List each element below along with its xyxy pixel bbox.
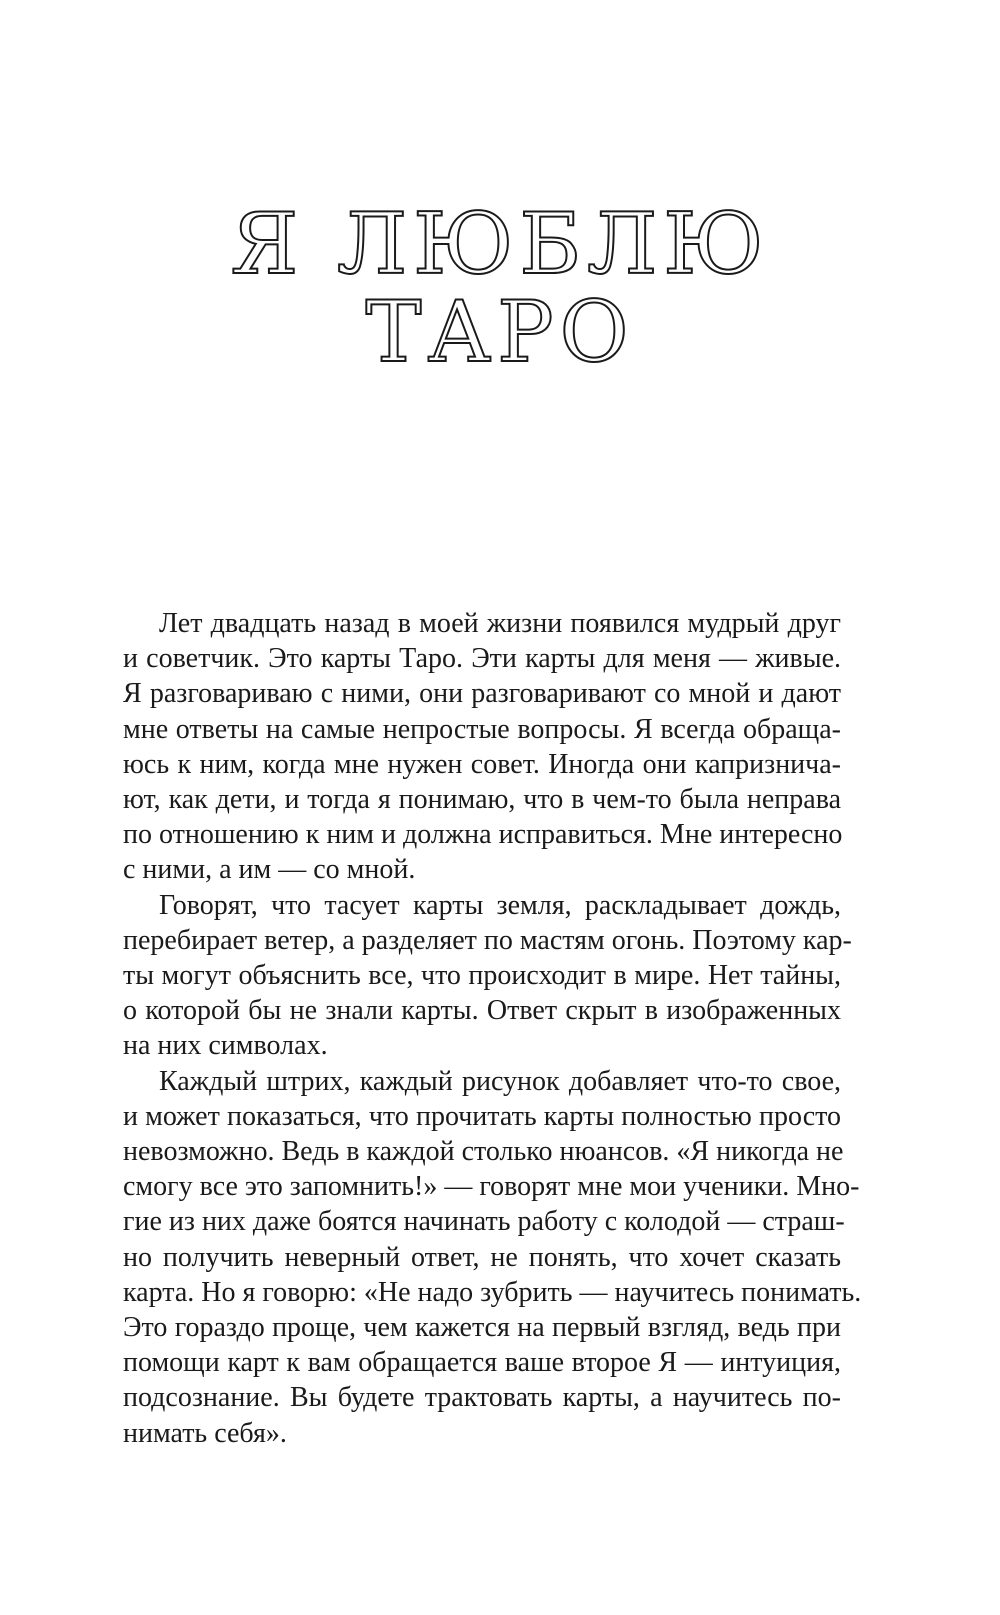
text-line: и может показаться, что прочитать карты полностью просто <box>123 1100 841 1132</box>
text-line: по отношению к ним и должна исправиться. Мне интересно <box>123 819 843 851</box>
text-line: перебирает ветер, а разделяет по мастям огонь. Поэтому кар- <box>123 924 852 956</box>
text-line: Каждый штрих, каждый рисунок добавляет что-то свое, <box>159 1065 841 1097</box>
text-line: о которой бы не знали карты. Ответ скрыт в изображенных <box>123 995 841 1027</box>
chapter-title <box>0 195 1000 381</box>
text-line: Лет двадцать назад в моей жизни появился мудрый друг <box>159 608 841 639</box>
text-line: нимать себя». <box>123 1417 287 1449</box>
text-line: невозможно. Ведь в каждой столько нюансов. «Я никогда не <box>123 1136 844 1168</box>
text-line: гие из них даже боятся начинать работу с колодой — страш- <box>123 1206 845 1238</box>
text-line: но получить неверный ответ, не понять, что хочет сказать <box>123 1241 841 1273</box>
text-line: мне ответы на самые непростые вопросы. Я всегда обраща- <box>123 713 841 745</box>
chapter-title-line-2: ТАРО <box>365 283 635 381</box>
text-line: Это гораздо проще, чем кажется на первый взгляд, ведь при <box>123 1312 841 1344</box>
text-line: Говорят, что тасует карты земля, раскладывает дождь, <box>159 889 841 921</box>
text-line: помощи карт к вам обращается ваше второе Я — интуиция, <box>123 1347 841 1379</box>
text-line: подсознание. Вы будете трактовать карты, а научитесь по- <box>123 1382 841 1414</box>
text-line: смогу все это запомнить!» — говорят мне мои ученики. Мно- <box>123 1171 860 1203</box>
text-line: на них символах. <box>123 1030 328 1062</box>
chapter-title-line-1: Я ЛЮБЛЮ <box>230 195 770 293</box>
paragraph-2 <box>123 888 852 1064</box>
body-text <box>123 606 862 1451</box>
text-line: ты могут объяснить все, что происходит в мире. Нет тайны, <box>123 960 841 992</box>
text-line: юсь к ним, когда мне нужен совет. Иногда они капризнича- <box>123 748 841 780</box>
text-line: ют, как дети, и тогда я понимаю, что в чем-то была неправа <box>123 784 841 816</box>
text-line: карта. Но я говорю: «Не надо зубрить — научитесь понимать. <box>123 1276 862 1308</box>
text-line: Я разговариваю с ними, они разговаривают со мной и дают <box>123 678 841 710</box>
paragraph-1 <box>123 606 841 888</box>
text-line: и советчик. Это карты Таро. Эти карты для меня — живые. <box>123 643 841 675</box>
paragraph-3 <box>123 1064 862 1451</box>
text-line: с ними, а им — со мной. <box>123 854 416 886</box>
